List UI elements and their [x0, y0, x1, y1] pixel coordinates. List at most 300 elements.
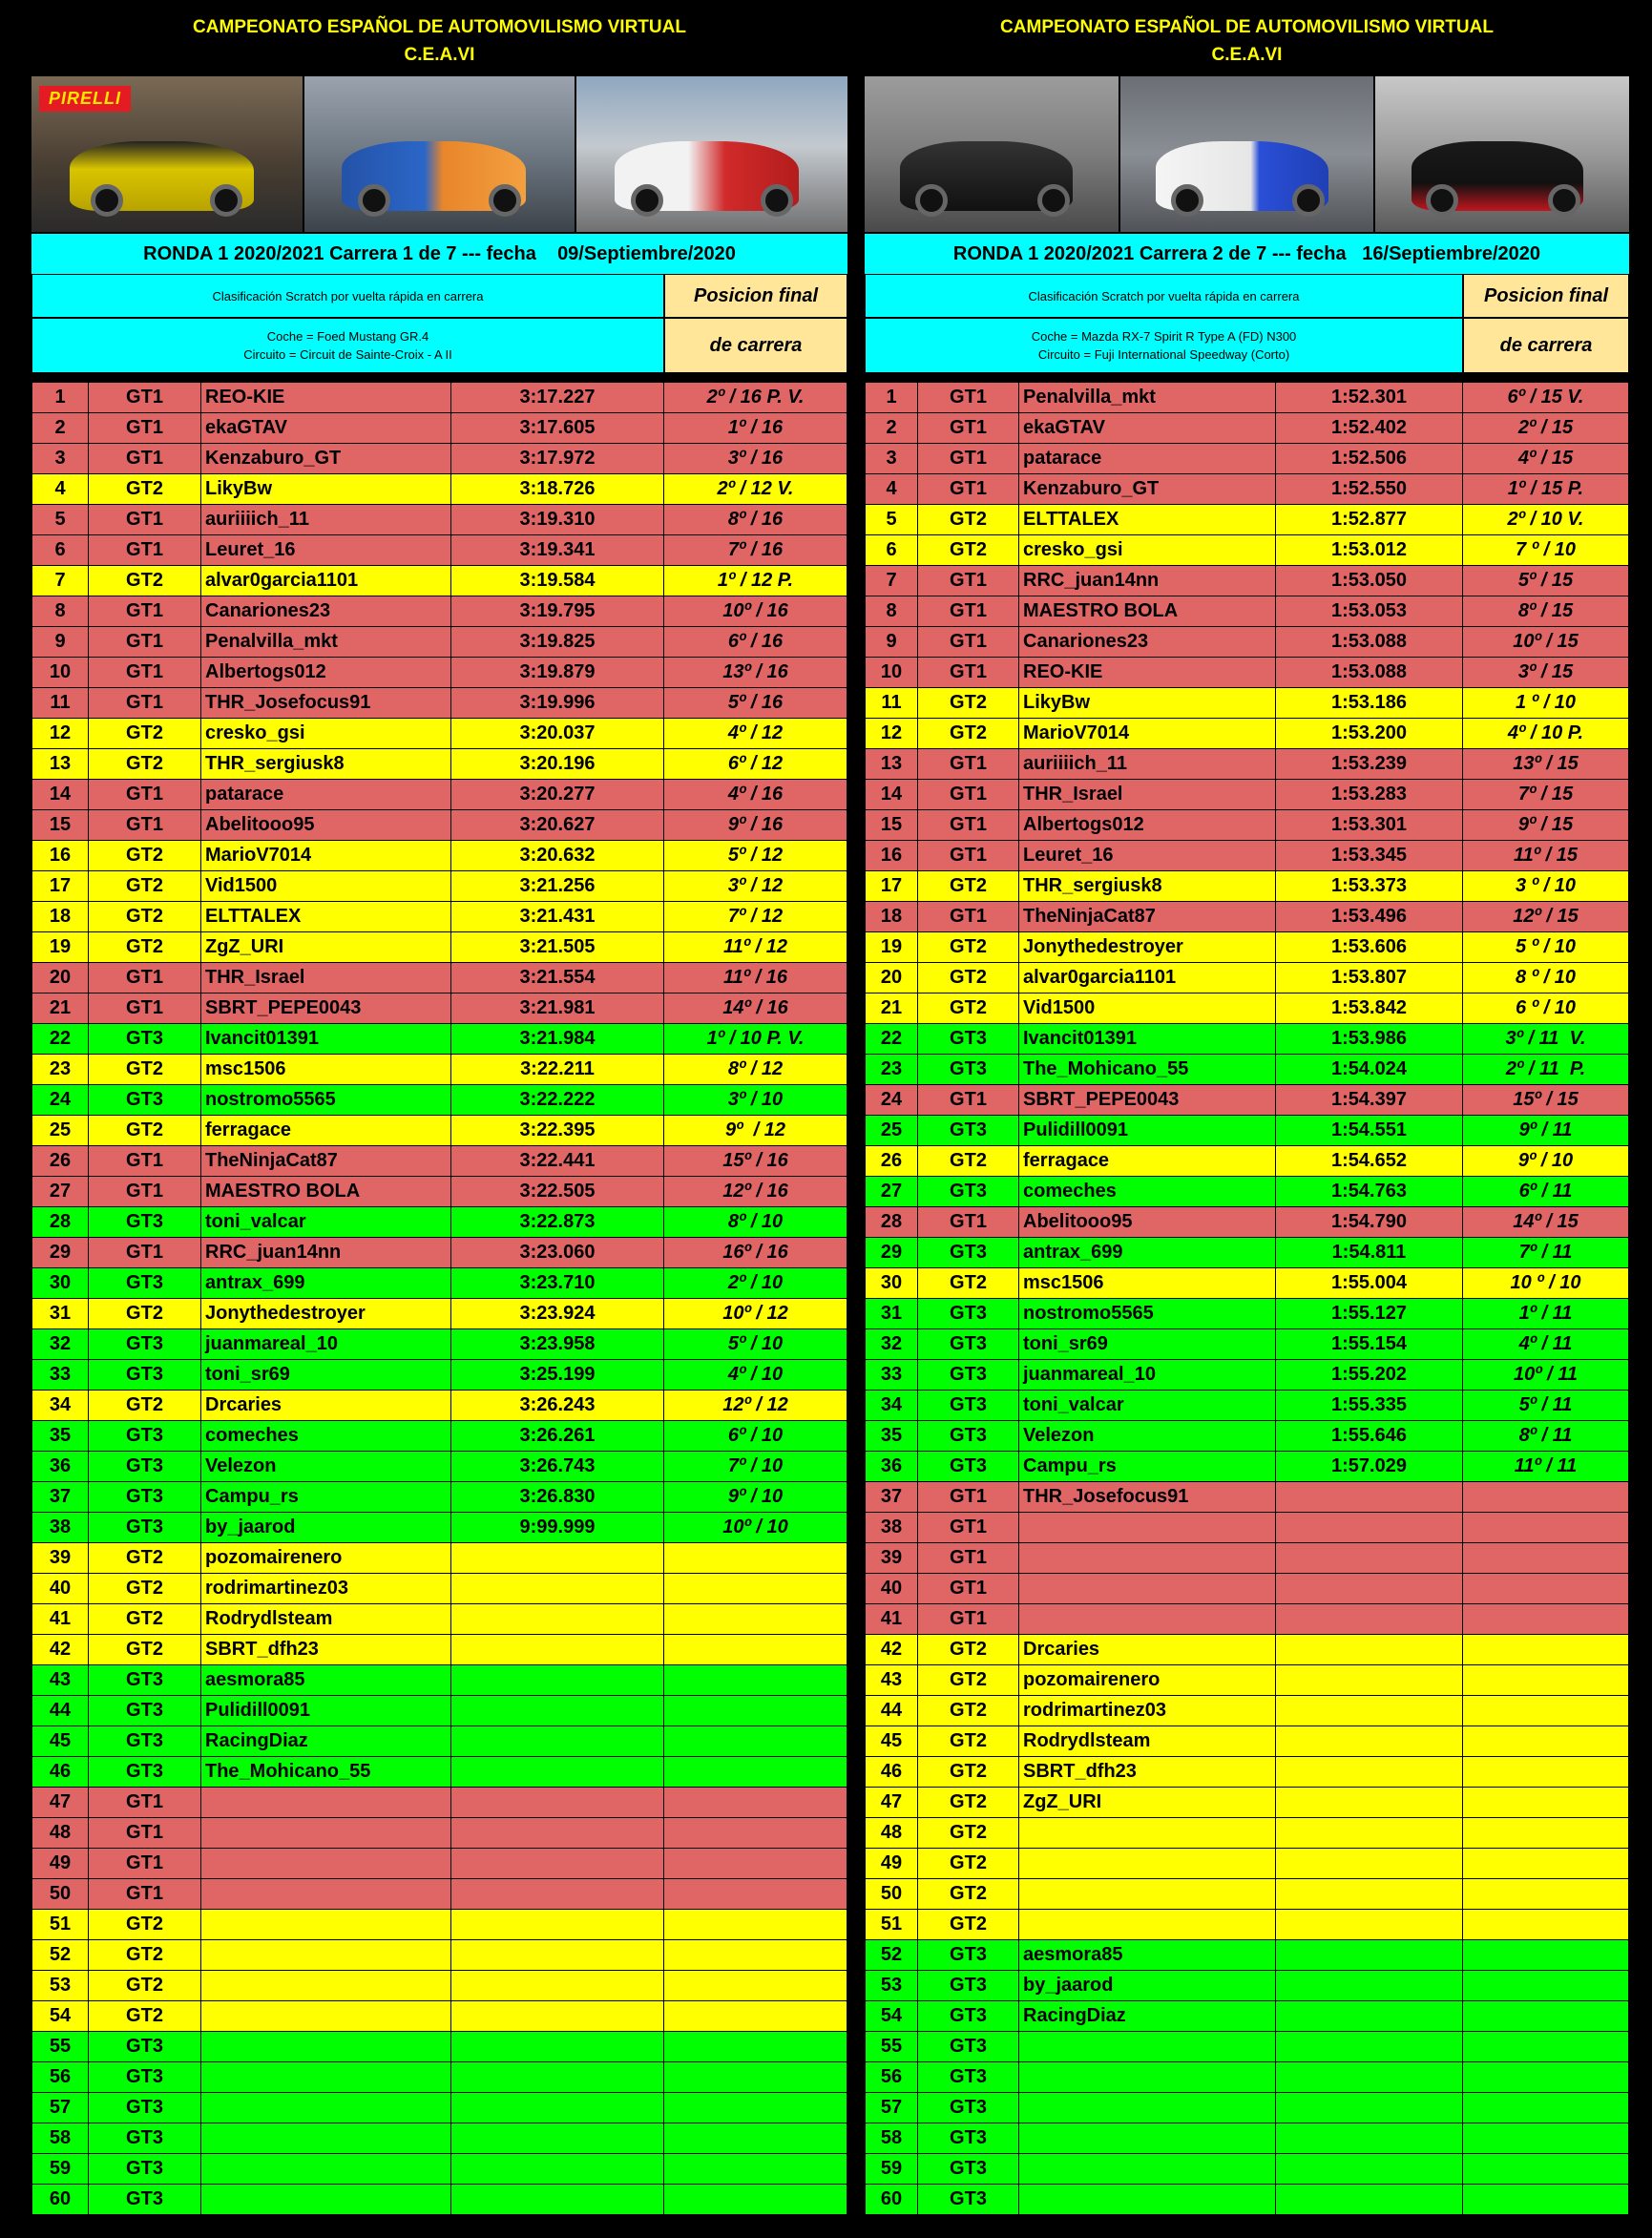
lap-time-cell [1276, 2001, 1463, 2031]
lap-time-cell [451, 2154, 664, 2184]
table-row [865, 566, 1629, 596]
lap-time-cell [451, 1757, 664, 1787]
table-row [31, 688, 847, 719]
position-cell: 29 [865, 1238, 918, 1267]
lap-time-cell [1276, 1696, 1463, 1726]
position-cell: 36 [31, 1452, 89, 1481]
driver-name-cell [201, 1971, 451, 2000]
class-cell: GT3 [89, 1513, 201, 1542]
class-cell: GT3 [918, 2185, 1019, 2214]
table-row [865, 1055, 1629, 1085]
final-position-cell: 4º / 10 P. [1463, 719, 1629, 748]
final-position-cell: 14º / 16 [664, 994, 847, 1023]
class-cell: GT2 [918, 1665, 1019, 1695]
position-cell: 51 [865, 1910, 918, 1939]
class-cell: GT1 [89, 994, 201, 1023]
driver-name-cell: THR_Israel [201, 963, 451, 993]
class-cell: GT3 [89, 1696, 201, 1726]
lap-time-cell: 1:55.154 [1276, 1329, 1463, 1359]
final-position-cell: 3º / 16 [664, 444, 847, 473]
position-cell: 4 [865, 474, 918, 504]
position-cell: 41 [865, 1604, 918, 1634]
final-position-cell: 15º / 16 [664, 1146, 847, 1176]
lap-time-cell [451, 1940, 664, 1970]
lap-time-cell: 3:19.879 [451, 658, 664, 687]
position-cell: 24 [865, 1085, 918, 1115]
table-row [865, 1146, 1629, 1177]
lap-time-cell [1276, 1726, 1463, 1756]
position-cell: 58 [865, 2123, 918, 2153]
class-cell: GT3 [89, 1421, 201, 1451]
position-cell: 23 [31, 1055, 89, 1084]
final-position-cell [1463, 1940, 1629, 1970]
class-cell: GT1 [918, 658, 1019, 687]
table-row [865, 1329, 1629, 1360]
lap-time-cell: 3:25.199 [451, 1360, 664, 1390]
final-position-cell: 1º / 10 P. V. [664, 1024, 847, 1054]
driver-name-cell: Abelitooo95 [201, 810, 451, 840]
table-row [865, 1391, 1629, 1421]
position-cell: 59 [31, 2154, 89, 2184]
lap-time-cell [1276, 1971, 1463, 2000]
position-cell: 32 [865, 1329, 918, 1359]
driver-name-cell: ZgZ_URI [201, 932, 451, 962]
final-position-cell: 10º / 12 [664, 1299, 847, 1328]
class-cell: GT3 [918, 2154, 1019, 2184]
final-position-cell: 8 º / 10 [1463, 963, 1629, 993]
position-cell: 44 [865, 1696, 918, 1726]
final-position-cell: 9º / 16 [664, 810, 847, 840]
lap-time-cell [1276, 2062, 1463, 2092]
table-row [865, 1635, 1629, 1665]
lap-time-cell [451, 1910, 664, 1939]
table-row [31, 841, 847, 871]
driver-name-cell: Vid1500 [1019, 994, 1276, 1023]
driver-name-cell: msc1506 [1019, 1268, 1276, 1298]
lap-time-cell: 1:52.877 [1276, 505, 1463, 534]
table-row [31, 1543, 847, 1574]
final-position-cell: 3 º / 10 [1463, 871, 1629, 901]
class-cell: GT3 [918, 1971, 1019, 2000]
class-cell: GT2 [918, 1788, 1019, 1817]
class-cell: GT1 [918, 1513, 1019, 1542]
table-subheader [31, 274, 847, 373]
class-cell: GT2 [89, 719, 201, 748]
final-position-cell [664, 2001, 847, 2031]
driver-name-cell: by_jaarod [1019, 1971, 1276, 2000]
final-position-cell [1463, 2093, 1629, 2123]
table-row [31, 1726, 847, 1757]
lap-time-cell: 1:54.652 [1276, 1146, 1463, 1176]
class-cell: GT3 [89, 2032, 201, 2061]
driver-name-cell: antrax_699 [201, 1268, 451, 1298]
position-cell: 13 [31, 749, 89, 779]
final-position-cell [664, 2093, 847, 2123]
table-row [31, 2001, 847, 2032]
lap-time-cell [1276, 1757, 1463, 1787]
driver-name-cell [201, 2123, 451, 2153]
final-position-cell [1463, 1757, 1629, 1787]
driver-name-cell: RacingDiaz [1019, 2001, 1276, 2031]
lap-time-cell: 1:54.763 [1276, 1177, 1463, 1206]
lap-time-cell: 1:53.986 [1276, 1024, 1463, 1054]
class-cell: GT3 [918, 2062, 1019, 2092]
final-position-cell: 4º / 10 [664, 1360, 847, 1390]
table-row [31, 627, 847, 658]
lap-time-cell [451, 1574, 664, 1603]
final-position-cell [1463, 1635, 1629, 1664]
lap-time-cell: 3:19.996 [451, 688, 664, 718]
position-cell: 12 [865, 719, 918, 748]
final-position-cell: 5º / 12 [664, 841, 847, 870]
position-cell: 21 [865, 994, 918, 1023]
lap-time-cell: 3:22.441 [451, 1146, 664, 1176]
table-row [865, 1971, 1629, 2001]
final-position-cell: 9º / 11 [1463, 1116, 1629, 1145]
position-cell: 39 [31, 1543, 89, 1573]
lap-time-cell: 1:53.088 [1276, 658, 1463, 687]
driver-name-cell [1019, 2062, 1276, 2092]
driver-name-cell: REO-KIE [201, 383, 451, 412]
driver-name-cell: aesmora85 [1019, 1940, 1276, 1970]
final-position-cell: 12º / 12 [664, 1391, 847, 1420]
class-cell: GT3 [89, 1757, 201, 1787]
lap-time-cell: 3:21.984 [451, 1024, 664, 1054]
class-cell: GT3 [89, 1085, 201, 1115]
final-position-cell: 16º / 16 [664, 1238, 847, 1267]
class-cell: GT1 [918, 566, 1019, 596]
table-row [31, 1360, 847, 1391]
car-circuit-info [31, 318, 664, 373]
final-position-cell: 4º / 15 [1463, 444, 1629, 473]
lap-time-cell [1276, 1879, 1463, 1909]
table-row [31, 1299, 847, 1329]
lap-time-cell: 3:23.710 [451, 1268, 664, 1298]
final-position-cell [1463, 1849, 1629, 1878]
class-cell: GT2 [89, 1116, 201, 1145]
lap-time-cell [1276, 1788, 1463, 1817]
position-cell: 3 [865, 444, 918, 473]
lap-time-cell: 3:19.795 [451, 596, 664, 626]
final-position-cell: 7º / 16 [664, 535, 847, 565]
position-cell: 43 [31, 1665, 89, 1695]
table-row [865, 1818, 1629, 1849]
driver-name-cell: RacingDiaz [201, 1726, 451, 1756]
table-row [31, 1788, 847, 1818]
lap-time-cell [1276, 2032, 1463, 2061]
table-row [865, 596, 1629, 627]
driver-name-cell: ekaGTAV [1019, 413, 1276, 443]
position-cell: 11 [31, 688, 89, 718]
position-cell: 32 [31, 1329, 89, 1359]
lap-time-cell [451, 1665, 664, 1695]
position-cell: 33 [865, 1360, 918, 1390]
class-cell: GT3 [918, 1421, 1019, 1451]
class-cell: GT2 [918, 963, 1019, 993]
position-cell: 50 [865, 1879, 918, 1909]
driver-name-cell: Canariones23 [1019, 627, 1276, 657]
final-position-cell: 7º / 12 [664, 902, 847, 931]
final-position-label-2: de carrera [664, 318, 847, 373]
position-cell: 57 [31, 2093, 89, 2123]
position-cell: 27 [31, 1177, 89, 1206]
table-row [31, 2123, 847, 2154]
final-position-cell: 10º / 11 [1463, 1360, 1629, 1390]
car-line: Coche = Mazda RX-7 Spirit R Type A (FD) N300 [1031, 329, 1297, 344]
position-cell: 11 [865, 688, 918, 718]
table-row [31, 1238, 847, 1268]
table-row [31, 1940, 847, 1971]
lap-time-cell [451, 2185, 664, 2214]
position-cell: 47 [865, 1788, 918, 1817]
table-row [865, 1482, 1629, 1513]
position-cell: 40 [31, 1574, 89, 1603]
position-cell: 53 [31, 1971, 89, 2000]
position-cell: 22 [865, 1024, 918, 1054]
driver-name-cell [201, 1910, 451, 1939]
table-row [865, 1268, 1629, 1299]
class-cell: GT1 [918, 902, 1019, 931]
table-row [31, 2032, 847, 2062]
lap-time-cell: 3:26.743 [451, 1452, 664, 1481]
driver-name-cell: Pulidill0091 [201, 1696, 451, 1726]
table-row [31, 1971, 847, 2001]
lap-time-cell [451, 1635, 664, 1664]
lap-time-cell [451, 1543, 664, 1573]
class-cell: GT1 [918, 383, 1019, 412]
driver-name-cell: Drcaries [1019, 1635, 1276, 1664]
race-title: RONDA 1 2020/2021 Carrera 2 de 7 --- fecha 16/Septiembre/2020 [865, 232, 1629, 274]
lap-time-cell: 1:53.053 [1276, 596, 1463, 626]
class-cell: GT3 [918, 1940, 1019, 1970]
driver-name-cell: ELTTALEX [201, 902, 451, 931]
driver-name-cell: toni_sr69 [1019, 1329, 1276, 1359]
class-cell: GT3 [918, 1452, 1019, 1481]
position-cell: 8 [865, 596, 918, 626]
table-row [31, 1513, 847, 1543]
driver-name-cell: Drcaries [201, 1391, 451, 1420]
position-cell: 49 [31, 1849, 89, 1878]
class-cell: GT1 [89, 1146, 201, 1176]
position-cell: 27 [865, 1177, 918, 1206]
wheel-icon [489, 184, 521, 217]
table-row [865, 994, 1629, 1024]
lap-time-cell: 1:52.402 [1276, 413, 1463, 443]
table-row [865, 719, 1629, 749]
final-position-cell: 2º / 12 V. [664, 474, 847, 504]
table-row [865, 474, 1629, 505]
lap-time-cell: 1:54.811 [1276, 1238, 1463, 1267]
final-position-cell [1463, 2001, 1629, 2031]
position-cell: 5 [31, 505, 89, 534]
final-position-cell: 3º / 10 [664, 1085, 847, 1115]
table-row [31, 444, 847, 474]
driver-name-cell: toni_valcar [201, 1207, 451, 1237]
table-row [865, 841, 1629, 871]
final-position-cell: 3º / 11 V. [1463, 1024, 1629, 1054]
driver-name-cell: ekaGTAV [201, 413, 451, 443]
table-row [31, 1482, 847, 1513]
position-cell: 25 [865, 1116, 918, 1145]
class-cell: GT1 [89, 383, 201, 412]
final-position-cell: 8º / 15 [1463, 596, 1629, 626]
lap-time-cell: 1:53.842 [1276, 994, 1463, 1023]
lap-time-cell: 3:20.277 [451, 780, 664, 809]
driver-name-cell [201, 2001, 451, 2031]
position-cell: 20 [865, 963, 918, 993]
driver-name-cell [1019, 1849, 1276, 1878]
table-row [865, 383, 1629, 413]
table-row [865, 2185, 1629, 2215]
lap-time-cell [451, 2001, 664, 2031]
lap-time-cell: 1:53.496 [1276, 902, 1463, 931]
position-cell: 57 [865, 2093, 918, 2123]
driver-name-cell [201, 1940, 451, 1970]
driver-name-cell: rodrimartinez03 [201, 1574, 451, 1603]
position-cell: 31 [865, 1299, 918, 1328]
table-row [31, 1116, 847, 1146]
driver-name-cell: MarioV7014 [201, 841, 451, 870]
table-row [31, 1879, 847, 1910]
lap-time-cell [451, 2093, 664, 2123]
final-position-cell [1463, 1604, 1629, 1634]
final-position-cell: 2º / 16 P. V. [664, 383, 847, 412]
table-row [31, 1207, 847, 1238]
position-cell: 45 [31, 1726, 89, 1756]
table-row [31, 1177, 847, 1207]
wheel-icon [1548, 184, 1580, 217]
class-cell: GT1 [918, 1574, 1019, 1603]
table-row [865, 688, 1629, 719]
class-cell: GT1 [918, 810, 1019, 840]
table-row [865, 1421, 1629, 1452]
driver-name-cell [201, 1879, 451, 1909]
lap-time-cell: 1:55.004 [1276, 1268, 1463, 1298]
final-position-cell [1463, 1665, 1629, 1695]
position-cell: 43 [865, 1665, 918, 1695]
car-photo-strip [865, 76, 1629, 232]
class-cell: GT1 [89, 1818, 201, 1848]
final-position-cell: 6º / 11 [1463, 1177, 1629, 1206]
final-position-cell: 12º / 16 [664, 1177, 847, 1206]
table-row [865, 2062, 1629, 2093]
position-cell: 52 [865, 1940, 918, 1970]
final-position-cell [664, 1879, 847, 1909]
class-cell: GT3 [918, 1055, 1019, 1084]
driver-name-cell [1019, 1879, 1276, 1909]
class-cell: GT2 [918, 871, 1019, 901]
position-cell: 24 [31, 1085, 89, 1115]
position-cell: 16 [31, 841, 89, 870]
lap-time-cell: 1:53.807 [1276, 963, 1463, 993]
driver-name-cell [1019, 2123, 1276, 2153]
class-cell: GT1 [89, 444, 201, 473]
lap-time-cell [451, 2032, 664, 2061]
class-cell: GT2 [89, 1604, 201, 1634]
position-cell: 53 [865, 1971, 918, 2000]
driver-name-cell: SBRT_PEPE0043 [1019, 1085, 1276, 1115]
scratch-label: Clasificación Scratch por vuelta rápida en carrera [31, 274, 664, 318]
lap-time-cell: 1:53.200 [1276, 719, 1463, 748]
class-cell: GT2 [918, 1849, 1019, 1878]
position-cell: 33 [31, 1360, 89, 1390]
final-position-cell [1463, 1543, 1629, 1573]
lap-time-cell [451, 1818, 664, 1848]
final-position-cell: 5º / 11 [1463, 1391, 1629, 1420]
class-cell: GT1 [918, 1543, 1019, 1573]
class-cell: GT3 [89, 1329, 201, 1359]
class-cell: GT2 [918, 535, 1019, 565]
final-position-cell: 2º / 10 V. [1463, 505, 1629, 534]
championship-name: CAMPEONATO ESPAÑOL DE AUTOMOVILISMO VIRTUAL [1000, 17, 1494, 37]
position-cell: 18 [31, 902, 89, 931]
table-row [865, 2093, 1629, 2123]
position-cell: 9 [31, 627, 89, 657]
class-cell: GT1 [89, 658, 201, 687]
wheel-icon [915, 184, 948, 217]
driver-name-cell: msc1506 [201, 1055, 451, 1084]
lap-time-cell: 3:17.227 [451, 383, 664, 412]
table-row [865, 1726, 1629, 1757]
car-photo-white-blue-rx7 [1120, 76, 1374, 232]
position-cell: 19 [31, 932, 89, 962]
table-row [31, 658, 847, 688]
class-cell: GT2 [918, 1879, 1019, 1909]
table-row [31, 994, 847, 1024]
driver-name-cell: Velezon [1019, 1421, 1276, 1451]
wheel-icon [761, 184, 793, 217]
position-cell: 19 [865, 932, 918, 962]
final-position-cell: 4º / 11 [1463, 1329, 1629, 1359]
lap-time-cell: 3:20.037 [451, 719, 664, 748]
class-cell: GT2 [918, 688, 1019, 718]
driver-name-cell: MarioV7014 [1019, 719, 1276, 748]
final-position-cell: 1º / 12 P. [664, 566, 847, 596]
driver-name-cell: Canariones23 [201, 596, 451, 626]
driver-name-cell [1019, 1574, 1276, 1603]
table-row [31, 1910, 847, 1940]
driver-name-cell: nostromo5565 [201, 1085, 451, 1115]
position-cell: 31 [31, 1299, 89, 1328]
class-cell: GT2 [918, 932, 1019, 962]
table-row [865, 871, 1629, 902]
driver-name-cell: Pulidill0091 [1019, 1116, 1276, 1145]
final-position-cell: 2º / 15 [1463, 413, 1629, 443]
final-position-cell [1463, 1696, 1629, 1726]
position-cell: 46 [865, 1757, 918, 1787]
right-race-panel [865, 0, 1629, 2215]
position-cell: 48 [865, 1818, 918, 1848]
position-cell: 29 [31, 1238, 89, 1267]
driver-name-cell: Leuret_16 [1019, 841, 1276, 870]
lap-time-cell [1276, 1665, 1463, 1695]
class-cell: GT2 [89, 902, 201, 931]
driver-name-cell [1019, 1604, 1276, 1634]
class-cell: GT3 [918, 1024, 1019, 1054]
class-cell: GT3 [918, 1238, 1019, 1267]
table-row [865, 1360, 1629, 1391]
class-cell: GT1 [918, 780, 1019, 809]
lap-time-cell: 1:53.088 [1276, 627, 1463, 657]
class-cell: GT3 [89, 1207, 201, 1237]
final-position-cell: 8º / 11 [1463, 1421, 1629, 1451]
lap-time-cell: 3:17.972 [451, 444, 664, 473]
table-row [31, 1574, 847, 1604]
lap-time-cell: 3:21.981 [451, 994, 664, 1023]
driver-name-cell: Campu_rs [1019, 1452, 1276, 1481]
table-row [865, 902, 1629, 932]
lap-time-cell: 3:23.924 [451, 1299, 664, 1328]
